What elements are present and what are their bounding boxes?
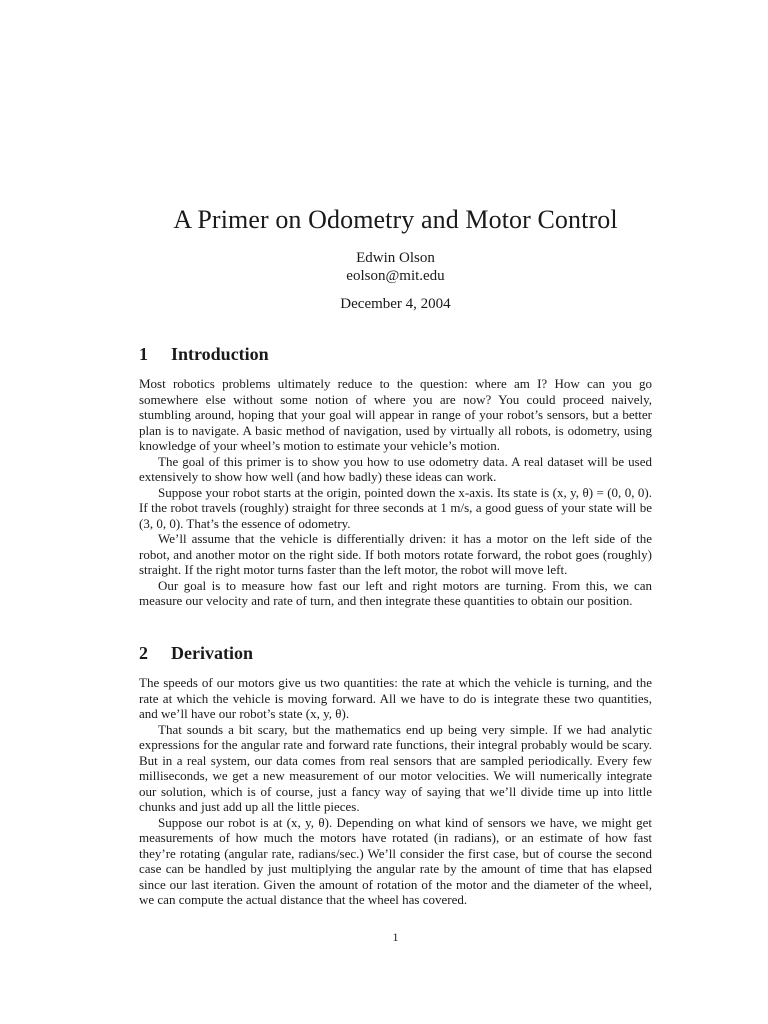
paper-page — [139, 0, 652, 1024]
author-block — [139, 249, 652, 285]
paragraph: Suppose your robot starts at the origin, pointed down the x-axis. Its state is (x, y, θ) = (0, 0, 0). If the robot travels (roughly) straight for three seconds at 1 m/s, a good guess of your state will be (3, 0, 0). That’s the essence of odometry. — [139, 484, 652, 531]
paragraph: Our goal is to measure how fast our left and right motors are turning. From this, we can measure our velocity and rate of turn, and then integrate these quantities to obtain our position. — [139, 577, 652, 608]
section-heading-introduction — [139, 343, 269, 365]
paragraph: Most robotics problems ultimately reduce to the question: where am I? How can you go somewhere else without some notion of where you are now? You could proceed naively, stumbling around, hoping that your goal will appear in range of your robot’s sensors, but a better plan is to navigate. A basic method of navigation, used by virtually all robots, is odometry, using knowledge of your wheel’s motion to estimate your vehicle’s motion. — [139, 376, 652, 453]
paragraph: Suppose our robot is at (x, y, θ). Depending on what kind of sensors we have, we might get measurements of how much the motors have rotated (in radians), or an estimate of how fast they’re rotating (angular rate, radians/sec.) We’ll consider the first case, but of course the second case can be handled by just multiplying the angular rate by the amount of time that has elapsed since our last iteration. Given the amount of rotation of the motor and the diameter of the wheel, we can compute the actual distance that the wheel has covered. — [139, 814, 652, 907]
author-email: eolson@mit.edu — [346, 268, 445, 284]
author-name: Edwin Olson — [356, 250, 435, 266]
section-body-introduction — [139, 376, 652, 609]
paragraph: We’ll assume that the vehicle is differentially driven: it has a motor on the left side of the robot, and another motor on the right side. If both motors rotate forward, the robot goes (roughly) straight. If the right motor turns faster than the left motor, the robot will move left. — [139, 531, 652, 577]
paragraph: The speeds of our motors give us two quantities: the rate at which the vehicle is turning, and the rate at which the vehicle is moving forward. All we have to do is integrate these two quantities, and we’ll have our robot’s state (x, y, θ). — [139, 675, 652, 721]
section-body-derivation — [139, 675, 652, 908]
paper-title: A Primer on Odometry and Motor Control — [173, 205, 618, 234]
section-number: 2 — [139, 643, 148, 663]
page-number: 1 — [392, 930, 399, 944]
section-title: Introduction — [171, 344, 269, 364]
section-heading-derivation — [139, 642, 253, 664]
paper-date: December 4, 2004 — [340, 296, 451, 312]
section-title: Derivation — [171, 643, 253, 663]
paragraph: The goal of this primer is to show you how to use odometry data. A real dataset will be used extensively to show how well (and how badly) these ideas can work. — [139, 453, 652, 484]
section-number: 1 — [139, 344, 148, 364]
paragraph: That sounds a bit scary, but the mathematics end up being very simple. If we had analytic expressions for the angular rate and forward rate functions, their integral probably would be scary. But in a real system, our data comes from real sensors that are sampled periodically. Every few milliseconds, we get a new measurement of our motor velocities. We will numerically integrate our solution, which is of course, just a fancy way of saying that we’ll divide time up into little chunks and just add up all the little pieces. — [139, 721, 652, 814]
